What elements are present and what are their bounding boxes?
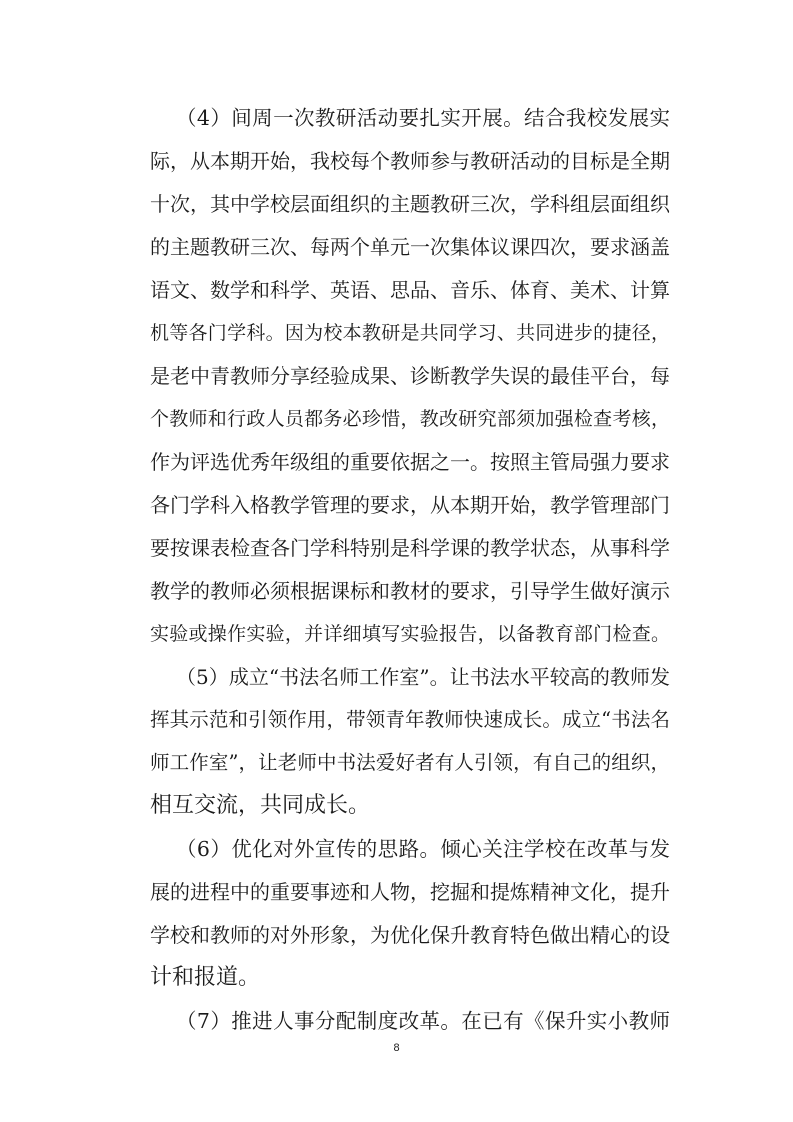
text-line: 是老中青教师分享经验成果、诊断教学失误的最佳平台，每 <box>150 364 670 388</box>
text-line: 十次，其中学校层面组织的主题教研三次，学科组层面组织 <box>150 192 670 216</box>
text-line: 各门学科入格教学管理的要求，从本期开始，教学管理部门 <box>150 493 670 517</box>
text-line: （5）成立“书法名师工作室”。让书法水平较高的教师发 <box>176 665 670 689</box>
text-line: 挥其示范和引领作用，带领青年教师快速成长。成立“书法名 <box>150 708 670 731</box>
text-line: 学校和教师的对外形象，为优化保升教育特色做出精心的设 <box>150 923 670 947</box>
page-number: 8 <box>393 1042 400 1054</box>
text-line: （7）推进人事分配制度改革。在已有《保升实小教师 <box>176 1009 670 1033</box>
text-line: 作为评选优秀年级组的重要依据之一。按照主管局强力要求 <box>150 450 670 474</box>
text-line: 要按课表检查各门学科特别是科学课的教学状态，从事科学 <box>150 536 670 560</box>
text-line: 个教师和行政人员都务必珍惜，教改研究部须加强检查考核， <box>150 408 670 430</box>
text-line: 师工作室”，让老师中书法爱好者有人引领，有自己的组织， <box>150 751 670 774</box>
text-line: 展的进程中的重要事迹和人物，挖掘和提炼精神文化，提升 <box>150 880 670 904</box>
text-line: 计和报道。 <box>150 965 261 990</box>
text-line: （6）优化对外宣传的思路。倾心关注学校在改革与发 <box>176 837 670 861</box>
text-line: （4）间周一次教研活动要扎实开展。结合我校发展实 <box>176 106 670 130</box>
text-line: 际，从本期开始，我校每个教师参与教研活动的目标是全期 <box>150 149 670 173</box>
text-line: 机等各门学科。因为校本教研是共同学习、共同进步的捷径， <box>150 322 670 344</box>
text-line: 相互交流，共同成长。 <box>150 793 371 818</box>
text-line: 的主题教研三次、每两个单元一次集体议课四次，要求涵盖 <box>150 235 670 259</box>
text-line: 实验或操作实验，并详细填写实验报告，以备教育部门检查。 <box>150 623 670 645</box>
text-line: 教学的教师必须根据课标和教材的要求，引导学生做好演示 <box>150 579 670 603</box>
text-line: 语文、数学和科学、英语、思品、音乐、体育、美术、计算 <box>150 278 670 302</box>
